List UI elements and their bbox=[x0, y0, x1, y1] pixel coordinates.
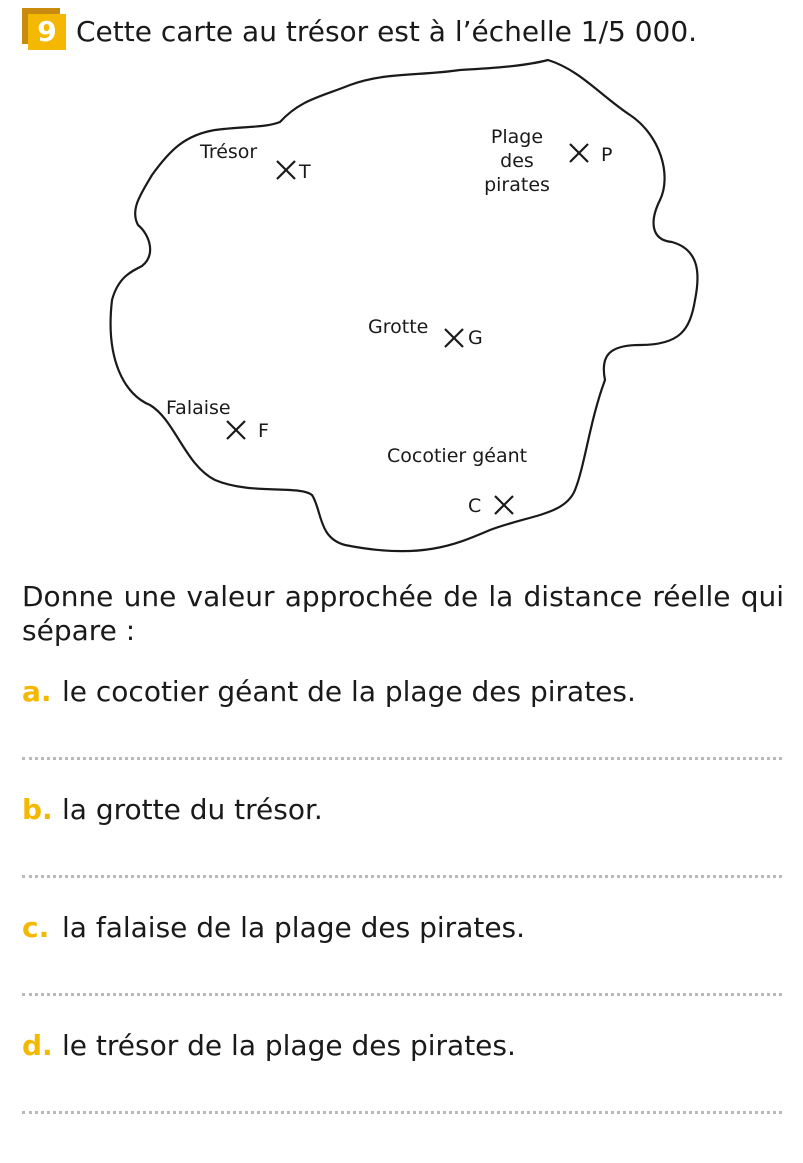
map-label-plage-line2: des bbox=[500, 150, 534, 172]
map-label-tresor: Trésor bbox=[200, 141, 258, 163]
answer-line-a[interactable] bbox=[22, 757, 782, 760]
question-b bbox=[22, 790, 323, 830]
map-letter-c: C bbox=[468, 495, 482, 517]
map-letter-f: F bbox=[258, 420, 269, 442]
map-point-cocotier bbox=[387, 445, 527, 517]
question-d bbox=[22, 1026, 516, 1066]
question-letter: b. bbox=[22, 793, 53, 826]
map-letter-t: T bbox=[299, 161, 311, 183]
question-text: la grotte du trésor. bbox=[62, 793, 323, 826]
treasure-map bbox=[0, 0, 803, 570]
question-letter: c. bbox=[22, 911, 50, 944]
question-letter: a. bbox=[22, 675, 52, 708]
question-text: le cocotier géant de la plage des pirates. bbox=[62, 675, 636, 708]
map-point-tresor bbox=[199, 141, 311, 183]
map-letter-g: G bbox=[468, 327, 483, 349]
answer-line-d[interactable] bbox=[22, 1111, 782, 1114]
map-point-plage bbox=[484, 126, 612, 196]
exercise-number: 9 bbox=[28, 14, 66, 50]
exercise-instruction: Donne une valeur approchée de la distance réelle qui sépare : bbox=[22, 580, 784, 647]
question-text: le trésor de la plage des pirates. bbox=[62, 1029, 516, 1062]
question-a bbox=[22, 672, 636, 712]
question-c bbox=[22, 908, 525, 948]
cross-marker-icon bbox=[277, 161, 295, 179]
map-point-grotte bbox=[368, 316, 483, 349]
cross-marker-icon bbox=[227, 421, 245, 439]
answer-line-c[interactable] bbox=[22, 993, 782, 996]
island-outline bbox=[111, 60, 698, 551]
answer-line-b[interactable] bbox=[22, 875, 782, 878]
question-text: la falaise de la plage des pirates. bbox=[62, 911, 526, 944]
map-label-grotte: Grotte bbox=[368, 316, 429, 338]
map-label-cocotier: Cocotier géant bbox=[387, 445, 528, 467]
exercise-title: Cette carte au trésor est à l’échelle 1/5 000. bbox=[76, 15, 698, 48]
map-point-falaise bbox=[166, 397, 269, 442]
map-label-plage-line3: pirates bbox=[484, 174, 550, 196]
cross-marker-icon bbox=[495, 496, 513, 514]
map-letter-p: P bbox=[601, 144, 613, 166]
cross-marker-icon bbox=[445, 329, 463, 347]
question-letter: d. bbox=[22, 1029, 53, 1062]
map-label-falaise: Falaise bbox=[166, 397, 231, 419]
cross-marker-icon bbox=[570, 144, 588, 162]
map-label-plage-line1: Plage bbox=[490, 126, 544, 148]
